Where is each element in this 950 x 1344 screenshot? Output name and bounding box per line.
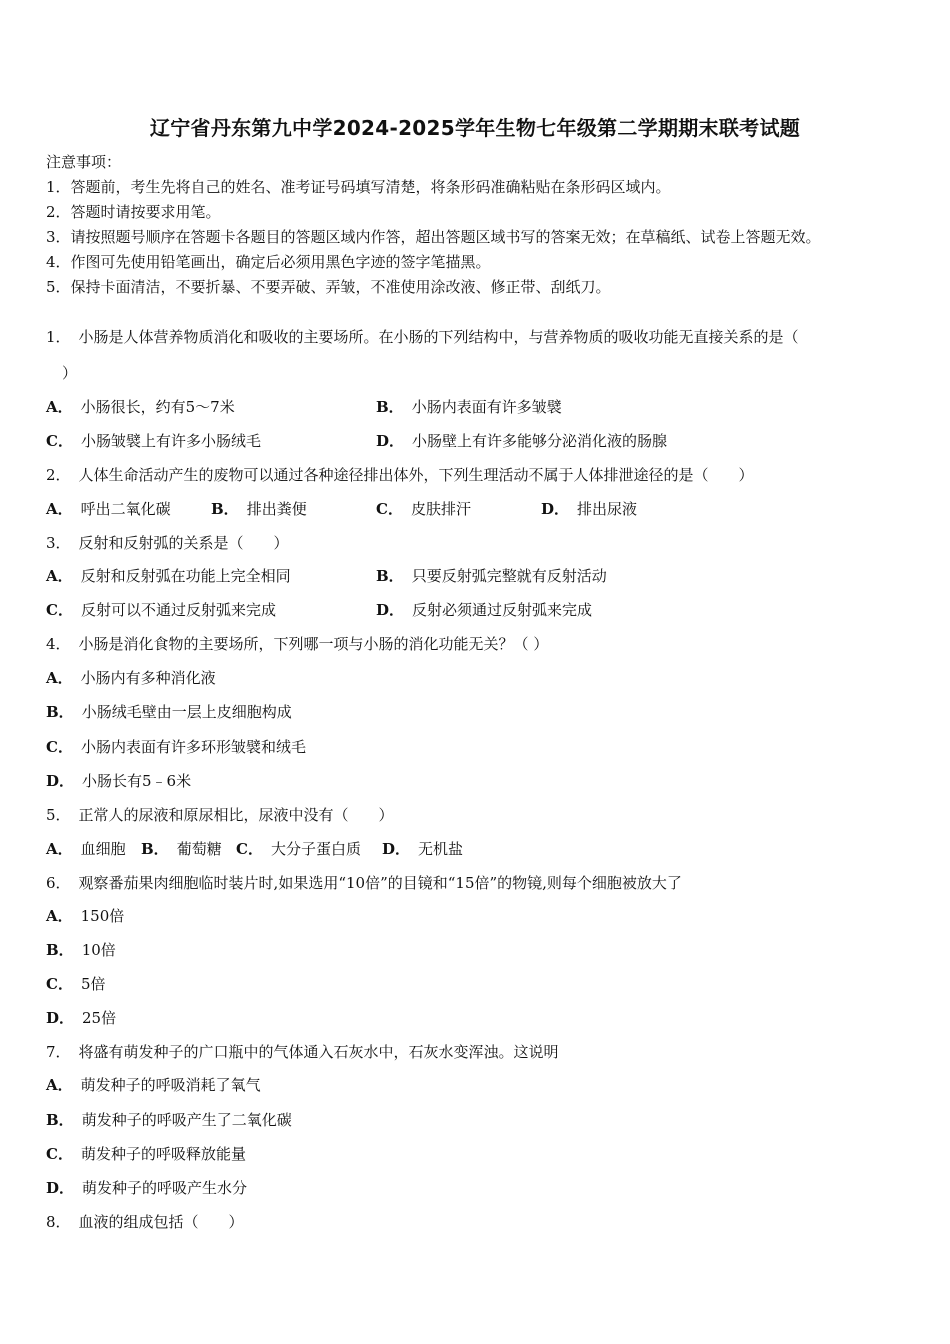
option-label: D． <box>376 432 405 450</box>
option-text: 萌发种子的呼吸产生了二氧化碳 <box>81 1111 292 1129</box>
option-text: 反射必须通过反射弧来完成 <box>412 601 593 619</box>
option-text: 5倍 <box>80 975 106 993</box>
option-b <box>211 499 307 519</box>
question-number: 8． <box>46 1213 71 1231</box>
option-text: 150倍 <box>80 907 125 925</box>
option-a <box>46 839 126 859</box>
option-c <box>46 737 306 757</box>
option-label: B． <box>46 1111 74 1129</box>
question-stem <box>46 805 394 825</box>
option-text: 小肠皱襞上有许多小肠绒毛 <box>80 432 261 450</box>
option-c <box>46 1144 246 1164</box>
option-text: 小肠内有多种消化液 <box>80 669 216 687</box>
option-text: 小肠内表面有许多皱襞 <box>411 398 562 416</box>
option-text: 萌发种子的呼吸产生水分 <box>82 1179 248 1197</box>
question-stem <box>46 327 799 347</box>
notice-item: 3．请按照题号顺序在答题卡各题目的答题区域内作答，超出答题区域书写的答案无效；在草稿纸、试卷上答题无效。 <box>46 228 821 246</box>
option-label: A． <box>46 500 73 518</box>
option-label: C． <box>46 1145 73 1163</box>
question-text: 血液的组成包括（ ） <box>78 1213 244 1231</box>
option-label: A． <box>46 567 73 585</box>
option-text: 10倍 <box>81 941 116 959</box>
option-c <box>236 839 361 859</box>
option-label: B． <box>376 567 404 585</box>
option-d <box>46 771 191 791</box>
question-text: 观察番茄果肉细胞临时装片时,如果选用“10倍”的目镜和“15倍”的物镜,则每个细胞被放大了 <box>78 874 682 892</box>
option-label: D． <box>46 772 75 790</box>
question-number: 4． <box>46 635 71 653</box>
option-label: A． <box>46 907 73 925</box>
question-text: 人体生命活动产生的废物可以通过各种途径排出体外，下列生理活动不属于人体排泄途径的是（ ） <box>78 466 754 484</box>
option-label: C． <box>376 500 403 518</box>
option-text: 葡萄糖 <box>176 840 222 858</box>
option-label: B． <box>376 398 404 416</box>
option-label: A． <box>46 398 73 416</box>
option-text: 无机盐 <box>418 840 464 858</box>
question-stem-continued: ） <box>62 364 78 382</box>
question-stem <box>46 1212 244 1232</box>
option-label: C． <box>46 738 73 756</box>
option-label: D． <box>46 1179 75 1197</box>
option-text: 反射和反射弧在功能上完全相同 <box>80 567 291 585</box>
option-d <box>541 499 637 519</box>
option-label: A． <box>46 840 73 858</box>
option-label: A． <box>46 669 73 687</box>
question-number: 2． <box>46 466 71 484</box>
option-b <box>141 839 222 859</box>
option-label: B． <box>46 703 74 721</box>
option-text: 萌发种子的呼吸释放能量 <box>80 1145 246 1163</box>
question-text: 反射和反射弧的关系是（ ） <box>78 534 289 552</box>
option-label: C． <box>46 601 73 619</box>
option-a <box>46 566 291 586</box>
option-label: D． <box>541 500 570 518</box>
question-stem <box>46 1042 559 1062</box>
option-a <box>46 668 216 688</box>
option-text: 只要反射弧完整就有反射活动 <box>411 567 607 585</box>
option-text: 25倍 <box>82 1009 117 1027</box>
option-text: 皮肤排汗 <box>410 500 471 518</box>
question-text: 小肠是人体营养物质消化和吸收的主要场所。在小肠的下列结构中，与营养物质的吸收功能无直接关系的是（ <box>78 328 799 346</box>
option-text: 呼出二氧化碳 <box>80 500 171 518</box>
option-label: C． <box>46 432 73 450</box>
option-c <box>46 431 261 451</box>
question-text: 正常人的尿液和原尿相比，尿液中没有（ ） <box>78 806 394 824</box>
question-stem <box>46 533 289 553</box>
notice-item: 2．答题时请按要求用笔。 <box>46 203 221 221</box>
option-a <box>46 397 235 417</box>
notice-heading: 注意事项： <box>46 153 122 171</box>
option-label: D． <box>376 601 405 619</box>
page-title: 辽宁省丹东第九中学2024-2025学年生物七年级第二学期期末联考试题 <box>149 116 801 140</box>
option-label: B． <box>211 500 239 518</box>
option-d <box>46 1008 116 1028</box>
question-stem <box>46 465 754 485</box>
option-b <box>376 397 562 417</box>
option-d <box>376 600 592 620</box>
question-number: 7． <box>46 1043 71 1061</box>
option-label: C． <box>236 840 263 858</box>
option-d <box>376 431 667 451</box>
option-b <box>46 940 116 960</box>
option-text: 小肠内表面有许多环形皱襞和绒毛 <box>80 738 306 756</box>
notice-item: 1．答题前，考生先将自己的姓名、准考证号码填写清楚，将条形码准确粘贴在条形码区域内。 <box>46 178 671 196</box>
question-number: 6． <box>46 874 71 892</box>
option-text: 小肠长有5﹣6米 <box>82 772 192 790</box>
option-b <box>46 702 292 722</box>
option-text: 萌发种子的呼吸消耗了氧气 <box>80 1076 261 1094</box>
option-label: B． <box>141 840 169 858</box>
option-d <box>382 839 463 859</box>
option-text: 小肠绒毛壁由一层上皮细胞构成 <box>81 703 292 721</box>
notice-item: 4．作图可先使用铅笔画出，确定后必须用黑色字迹的签字笔描黑。 <box>46 253 491 271</box>
option-b <box>376 566 607 586</box>
option-c <box>376 499 471 519</box>
option-text: 排出粪便 <box>246 500 307 518</box>
notice-item: 5．保持卡面清洁，不要折暴、不要弄破、弄皱，不准使用涂改液、修正带、刮纸刀。 <box>46 278 611 296</box>
option-label: C． <box>46 975 73 993</box>
option-c <box>46 600 276 620</box>
option-d <box>46 1178 247 1198</box>
option-a <box>46 499 171 519</box>
option-b <box>46 1110 292 1130</box>
question-text: 小肠是消化食物的主要场所，下列哪一项与小肠的消化功能无关？（ ） <box>78 635 549 653</box>
question-number: 5． <box>46 806 71 824</box>
option-text: 大分子蛋白质 <box>270 840 361 858</box>
option-a <box>46 906 124 926</box>
question-number: 1． <box>46 328 71 346</box>
option-text: 血细胞 <box>80 840 126 858</box>
option-text: 反射可以不通过反射弧来完成 <box>80 601 276 619</box>
option-a <box>46 1075 261 1095</box>
option-label: D． <box>382 840 411 858</box>
option-text: 小肠壁上有许多能够分泌消化液的肠腺 <box>412 432 668 450</box>
option-label: A． <box>46 1076 73 1094</box>
option-label: B． <box>46 941 74 959</box>
question-number: 3． <box>46 534 71 552</box>
option-label: D． <box>46 1009 75 1027</box>
option-c <box>46 974 106 994</box>
option-text: 小肠很长，约有5～7米 <box>80 398 235 416</box>
option-text: 排出尿液 <box>577 500 638 518</box>
question-text: 将盛有萌发种子的广口瓶中的气体通入石灰水中，石灰水变浑浊。这说明 <box>78 1043 559 1061</box>
question-stem <box>46 873 682 893</box>
question-stem <box>46 634 548 654</box>
